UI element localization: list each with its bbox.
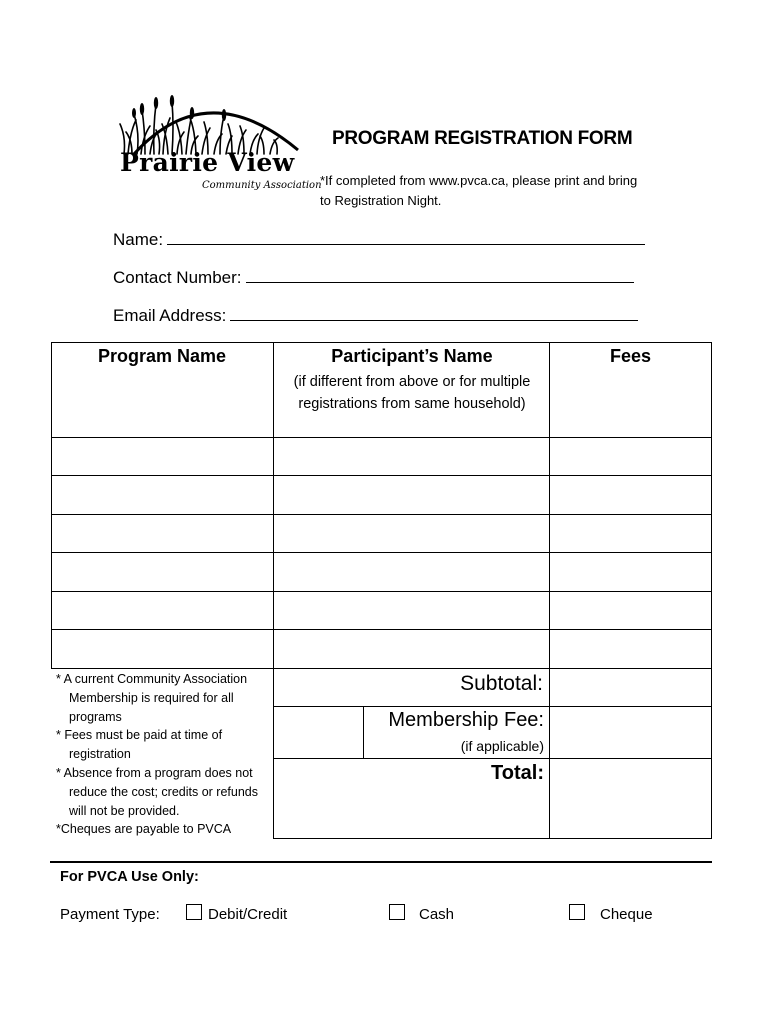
email-address-label: Email Address: [113, 306, 227, 325]
table-divider-1 [273, 342, 274, 838]
logo-subtitle: Community Association [202, 180, 322, 191]
col-participant-name: Participant’s Name [331, 346, 493, 366]
note-item: * A current Community Association Membership is required for all programs [56, 672, 248, 724]
table-border-right [711, 342, 712, 838]
membership-fee-label: Membership Fee: [388, 709, 544, 731]
debit-credit-checkbox[interactable] [186, 904, 202, 920]
footer-divider [50, 861, 712, 863]
cash-label: Cash [419, 906, 455, 923]
prairie-view-logo [112, 92, 322, 200]
debit-credit-label: Debit/Credit [208, 906, 288, 923]
col-program-name: Program Name [97, 346, 227, 366]
contact-number-field[interactable] [113, 268, 634, 288]
cash-checkbox[interactable] [389, 904, 405, 920]
payment-type-label: Payment Type: [60, 906, 160, 923]
col-fees: Fees [609, 346, 652, 366]
membership-row-line [273, 758, 712, 759]
note-item: *Cheques are payable to PVCA [56, 822, 232, 837]
table-divider-2 [549, 342, 550, 838]
contact-number-label: Contact Number: [113, 268, 242, 287]
table-row-line [51, 629, 712, 630]
logo-name: Prairie View [120, 148, 295, 177]
total-label: Total: [491, 762, 544, 784]
table-row-line [51, 668, 712, 669]
name-label: Name: [113, 230, 164, 249]
email-address-field[interactable] [113, 306, 638, 326]
form-title: PROGRAM REGISTRATION FORM [332, 128, 633, 149]
note-item: * Fees must be paid at time of registration [56, 728, 223, 762]
name-line[interactable] [167, 230, 645, 245]
membership-fee-note: (if applicable) [460, 738, 544, 754]
table-row-line [51, 475, 712, 476]
table-border-top [51, 342, 712, 343]
table-row-line [51, 437, 712, 438]
form-note: *If completed from www.pvca.ca, please print and bring to Registration Night. [320, 173, 638, 208]
table-row-line [51, 552, 712, 553]
office-use-title: For PVCA Use Only: [60, 869, 199, 885]
col-participant-subtext: (if different from above or for multiple registrations from same household) [293, 374, 531, 412]
subtotal-label: Subtotal: [460, 672, 543, 695]
cheque-checkbox[interactable] [569, 904, 585, 920]
note-item: * Absence from a program does not reduce the cost; credits or refunds will not be provided. [56, 765, 258, 818]
table-border-bottom [273, 838, 712, 839]
cheque-label: Cheque [600, 906, 653, 923]
contact-number-line[interactable] [246, 268, 634, 283]
table-border-left [51, 342, 52, 668]
notes-list [56, 670, 266, 839]
email-address-line[interactable] [230, 306, 638, 321]
subtotal-row-line [273, 706, 712, 707]
table-row-line [51, 591, 712, 592]
table-row-line [51, 514, 712, 515]
name-field[interactable] [113, 230, 645, 250]
